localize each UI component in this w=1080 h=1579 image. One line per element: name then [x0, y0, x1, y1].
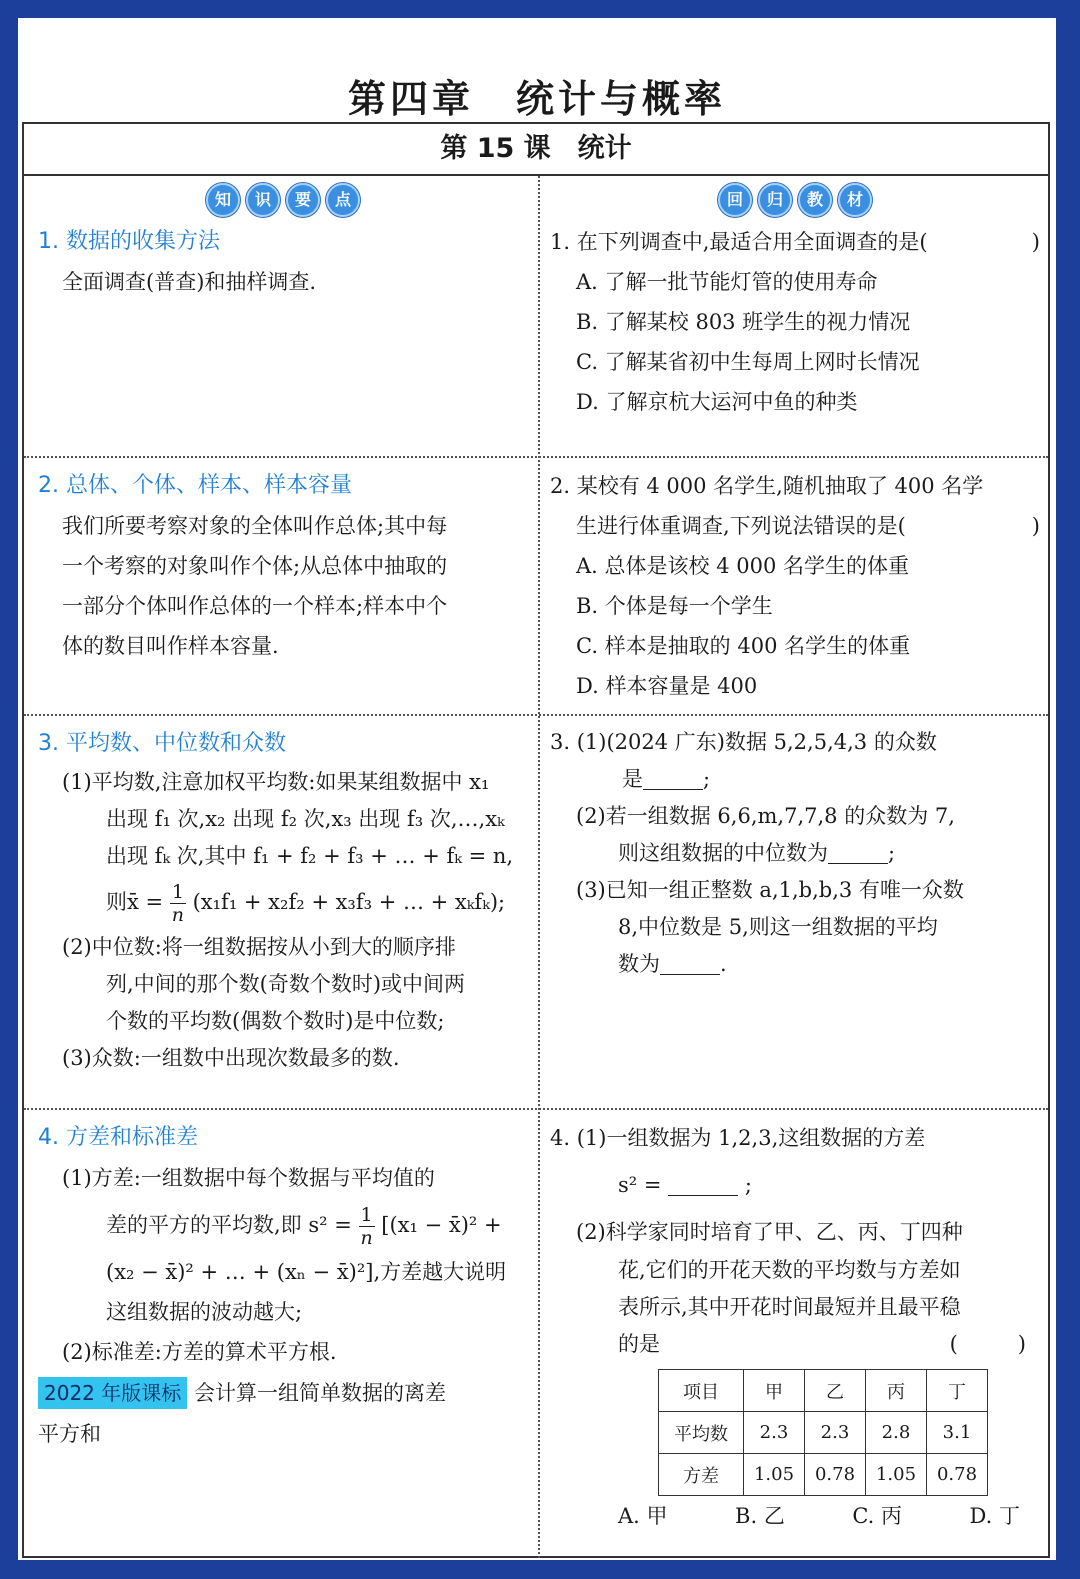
- answer-blank[interactable]: [660, 950, 720, 975]
- formula-text: 差的平方的平均数,即 s² =: [106, 1213, 352, 1237]
- option-a: A. 总体是该校 4 000 名学生的体重: [576, 554, 909, 578]
- badge-char: 归: [758, 183, 792, 217]
- option-c: C. 样本是抽取的 400 名学生的体重: [576, 634, 911, 658]
- section-text: (2)标准差:方差的算术平方根.: [62, 1340, 337, 1364]
- badge-char: 要: [286, 183, 320, 217]
- section-text: 体的数目叫作样本容量.: [62, 634, 279, 658]
- lesson-title: 第 15 课 统计: [24, 124, 1048, 176]
- section-title: 2. 总体、个体、样本、样本容量: [38, 473, 352, 498]
- answer-paren: ): [1031, 230, 1040, 254]
- question-stem: [550, 222, 1040, 262]
- question-stem: [550, 506, 1040, 546]
- knowledge-points-header: [38, 178, 528, 222]
- answer-paren: ( ): [949, 1332, 1026, 1356]
- formula-text: [(x₁ − x̄)² +: [381, 1213, 502, 1237]
- question-text: 则这组数据的中位数为: [618, 841, 828, 865]
- option-a: A. 甲: [618, 1504, 668, 1528]
- standard-text: 会计算一组简单数据的离差: [193, 1381, 446, 1405]
- curriculum-standard: [38, 1372, 528, 1414]
- question-4: [540, 1118, 1050, 1536]
- answer-blank[interactable]: [643, 765, 703, 790]
- question-text: 表所示,其中开花时间最短并且最平稳: [618, 1295, 961, 1319]
- table-cell: 0.78: [805, 1454, 866, 1496]
- section-text: (x₂ − x̄)² + … + (xₙ − x̄)²],方差越大说明: [106, 1260, 507, 1284]
- table-row: [659, 1412, 988, 1454]
- knowledge-section-1: [24, 178, 538, 302]
- section-text: 一部分个体叫作总体的一个样本;样本中个: [62, 594, 448, 618]
- knowledge-section-3: [24, 724, 538, 1077]
- badge-char: 材: [838, 183, 872, 217]
- question-text: 3. (1)(2024 广东)数据 5,2,5,4,3 的众数: [550, 730, 937, 754]
- question-text: 是: [622, 767, 643, 791]
- row-divider: [24, 456, 1048, 458]
- fraction: [359, 1204, 375, 1249]
- table-cell: 2.3: [744, 1412, 805, 1454]
- question-text: 8,中位数是 5,则这一组数据的平均: [618, 915, 938, 939]
- badge-char: 回: [718, 183, 752, 217]
- question-text-with-blank: [550, 946, 1040, 983]
- section-title: 4. 方差和标准差: [38, 1125, 198, 1150]
- section-text: 列,中间的那个数(奇数个数时)或中间两: [106, 972, 466, 996]
- section-text: 出现 f₁ 次,x₂ 出现 f₂ 次,x₃ 出现 f₃ 次,…,xₖ: [106, 807, 505, 831]
- standard-tag: 2022 年版课标: [38, 1377, 187, 1409]
- question-text: ;: [888, 841, 896, 865]
- question-text: 1. 在下列调查中,最适合用全面调查的是(: [550, 230, 928, 254]
- question-text: 的是: [618, 1332, 660, 1356]
- section-text: 我们所要考察对象的全体叫作总体;其中每: [62, 514, 448, 538]
- question-stem: [550, 1326, 1040, 1363]
- fraction: [170, 881, 186, 926]
- option-b: B. 个体是每一个学生: [576, 594, 773, 618]
- badge-char: 知: [206, 183, 240, 217]
- section-text: 全面调查(普查)和抽样调查.: [62, 270, 317, 294]
- question-text-with-blank: [550, 761, 1040, 798]
- knowledge-section-4: [24, 1118, 538, 1454]
- section-text: (3)众数:一组数中出现次数最多的数.: [62, 1046, 400, 1070]
- table-header-row: [659, 1370, 988, 1412]
- question-text: s² =: [618, 1173, 662, 1197]
- option-a: A. 了解一批节能灯管的使用寿命: [576, 270, 878, 294]
- fraction-denominator: n: [360, 1227, 373, 1249]
- section-title: 3. 平均数、中位数和众数: [38, 731, 286, 756]
- question-text: 4. (1)一组数据为 1,2,3,这组数据的方差: [550, 1126, 926, 1150]
- section-title: 1. 数据的收集方法: [38, 229, 220, 254]
- section-text: 这组数据的波动越大;: [106, 1300, 303, 1324]
- section-text: (1)平均数,注意加权平均数:如果某组数据中 x₁: [62, 770, 490, 794]
- badge-char: 识: [246, 183, 280, 217]
- option-c: C. 了解某省初中生每周上网时长情况: [576, 350, 920, 374]
- answer-blank[interactable]: [828, 839, 888, 864]
- question-text: (2)科学家同时培育了甲、乙、丙、丁四种: [576, 1220, 963, 1244]
- question-text: (2)若一组数据 6,6,m,7,7,8 的众数为 7,: [576, 804, 955, 828]
- table-header: 丙: [866, 1370, 927, 1412]
- option-c: C. 丙: [852, 1504, 903, 1528]
- answer-options: [550, 1496, 1040, 1536]
- table-header: 丁: [927, 1370, 988, 1412]
- chapter-title: 第四章 统计与概率: [347, 77, 726, 121]
- question-text: ;: [744, 1173, 752, 1197]
- question-text: .: [720, 952, 727, 976]
- option-b: B. 乙: [735, 1504, 785, 1528]
- fraction-numerator: 1: [360, 1204, 373, 1226]
- answer-paren: ): [1031, 514, 1040, 538]
- knowledge-section-2: [24, 466, 538, 666]
- badge-char: 点: [326, 183, 360, 217]
- textbook-review-header: [550, 178, 1040, 222]
- section-text: 出现 fₖ 次,其中 f₁ + f₂ + f₃ + … + fₖ = n,: [106, 844, 514, 868]
- table-header: 项目: [659, 1370, 744, 1412]
- question-text-with-blank: [550, 1158, 1040, 1212]
- question-text: (3)已知一组正整数 a,1,b,b,3 有唯一众数: [576, 878, 964, 902]
- table-header: 乙: [805, 1370, 866, 1412]
- mean-formula: [38, 875, 528, 929]
- lesson-frame: [22, 122, 1050, 1558]
- flower-data-table: [658, 1369, 988, 1496]
- table-cell: 2.8: [866, 1412, 927, 1454]
- table-cell: 0.78: [927, 1454, 988, 1496]
- section-text: (1)方差:一组数据中每个数据与平均值的: [62, 1166, 435, 1190]
- question-text: 2. 某校有 4 000 名学生,随机抽取了 400 名学: [550, 474, 984, 498]
- table-cell: 3.1: [927, 1412, 988, 1454]
- variance-formula: [38, 1198, 528, 1252]
- option-d: D. 丁: [969, 1504, 1020, 1528]
- section-text: 个数的平均数(偶数个数时)是中位数;: [106, 1009, 445, 1033]
- section-text: (2)中位数:将一组数据按从小到大的顺序排: [62, 935, 456, 959]
- question-text: 生进行体重调查,下列说法错误的是(: [576, 514, 906, 538]
- fraction-denominator: n: [171, 904, 184, 926]
- option-b: B. 了解某校 803 班学生的视力情况: [576, 310, 911, 334]
- formula-text: 则x̄ =: [106, 890, 164, 914]
- question-2: [540, 466, 1050, 706]
- section-text: 一个考察的对象叫作个体;从总体中抽取的: [62, 554, 448, 578]
- option-d: D. 样本容量是 400: [576, 674, 758, 698]
- question-text: ;: [703, 767, 711, 791]
- question-3: [540, 724, 1050, 983]
- page: [18, 18, 1056, 1560]
- standard-text: 平方和: [38, 1422, 101, 1446]
- question-text-with-blank: [550, 835, 1040, 872]
- table-header: 甲: [744, 1370, 805, 1412]
- question-text: 花,它们的开花天数的平均数与方差如: [618, 1258, 961, 1282]
- table-cell: 2.3: [805, 1412, 866, 1454]
- row-divider: [24, 1108, 1048, 1110]
- row-divider: [24, 714, 1048, 716]
- table-cell: 平均数: [659, 1412, 744, 1454]
- option-d: D. 了解京杭大运河中鱼的种类: [576, 390, 858, 414]
- table-cell: 1.05: [744, 1454, 805, 1496]
- question-text: 数为: [618, 952, 660, 976]
- fraction-numerator: 1: [171, 881, 184, 903]
- formula-text: (x₁f₁ + x₂f₂ + x₃f₃ + … + xₖfₖ);: [192, 890, 506, 914]
- answer-blank[interactable]: [668, 1171, 738, 1196]
- table-cell: 1.05: [866, 1454, 927, 1496]
- table-cell: 方差: [659, 1454, 744, 1496]
- question-1: [540, 178, 1050, 422]
- badge-char: 教: [798, 183, 832, 217]
- table-row: [659, 1454, 988, 1496]
